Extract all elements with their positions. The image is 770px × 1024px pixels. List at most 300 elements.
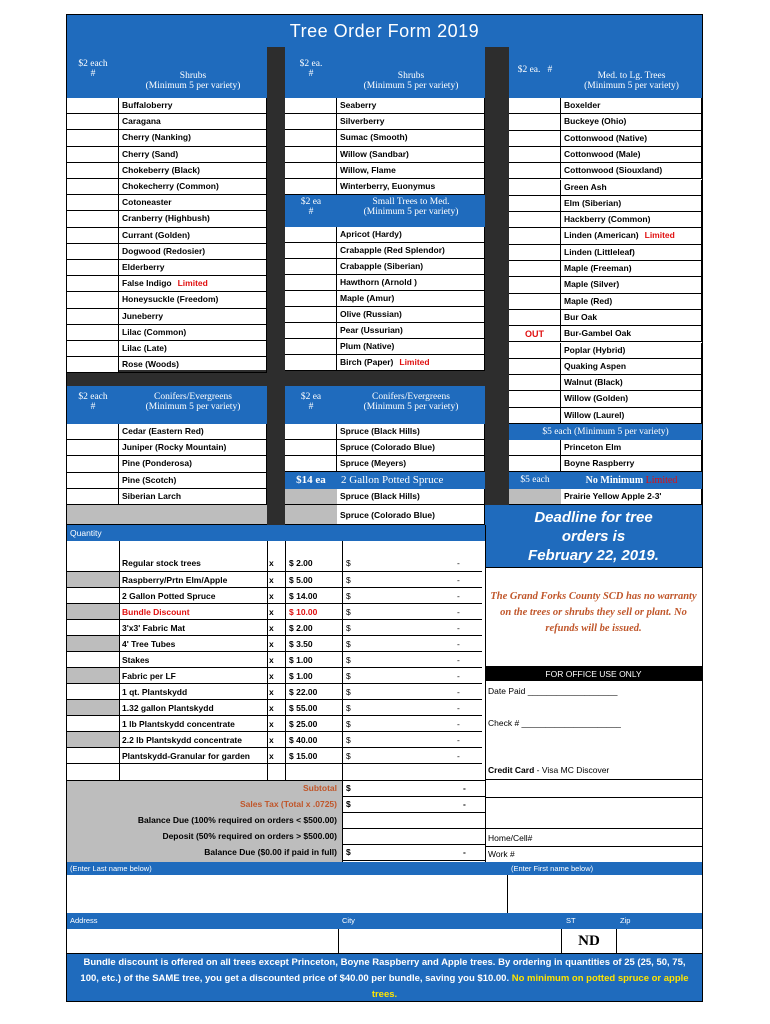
first-name-label-bar [508, 862, 702, 875]
conifers1-qty-input[interactable] [67, 440, 119, 456]
quantity-unit-price: $ 10.00 [289, 607, 318, 617]
small-trees-qty-input[interactable] [285, 259, 337, 275]
large-trees-qty-input[interactable] [509, 391, 561, 407]
quantity-multiplier: x [269, 655, 274, 665]
small-trees-qty-input[interactable] [285, 291, 337, 307]
quantity-multiplier: x [269, 735, 274, 745]
quantity-multiplier: x [269, 671, 274, 681]
shrubs-item-label: Lilac (Late) [122, 343, 167, 353]
separator-conifers-body [267, 424, 285, 505]
quantity-dollar: $ [346, 751, 351, 761]
date-paid-field[interactable]: Date Paid ___________________ [488, 686, 618, 696]
small-trees-item [337, 243, 485, 259]
city-input[interactable] [339, 929, 562, 954]
office-divider-top [485, 567, 702, 568]
shrubs-item-label: Caragana [122, 116, 161, 127]
large-trees-item [561, 114, 702, 130]
large-trees-qty-input[interactable] [509, 228, 561, 244]
shrubs-item-label: Elderberry [122, 262, 165, 272]
shrubs-item-label: Lilac (Common) [122, 326, 187, 337]
shrubs-price: $2 each [78, 59, 108, 69]
quantity-input[interactable] [67, 588, 120, 603]
shrubs-qty-input[interactable] [67, 163, 119, 179]
conifers1-item-label: Pine (Ponderosa) [122, 458, 192, 469]
shrubs-qty-input[interactable] [67, 211, 119, 227]
conifers1-item [119, 424, 267, 440]
home-cell-field[interactable]: Home/Cell# [488, 833, 533, 843]
shrubs-qty-input[interactable] [67, 130, 119, 146]
quantity-grid-line [119, 541, 120, 780]
totals-border [342, 780, 343, 862]
quantity-input[interactable] [67, 572, 120, 587]
small-trees-qty-input[interactable] [285, 243, 337, 259]
address-label: Address [70, 916, 98, 925]
quantity-unit-price: $ 5.00 [289, 575, 313, 585]
small-trees-qty-input[interactable] [285, 227, 337, 243]
shrubs-qty-input[interactable] [67, 98, 119, 114]
large-trees-item [561, 98, 702, 114]
conifers2-qty-input[interactable] [285, 456, 337, 472]
quantity-item-name: 4' Tree Tubes [122, 639, 176, 649]
shrubs2-qty-input[interactable] [285, 114, 337, 130]
quantity-unit-price: $ 14.00 [289, 591, 318, 601]
large-trees-qty-input[interactable] [509, 375, 561, 391]
large-trees-item-label: Green Ash [564, 181, 607, 192]
quantity-item-name: 2.2 lb Plantskydd concentrate [122, 735, 242, 745]
deposit-label: Deposit (50% required on orders > $500.00) [162, 831, 337, 841]
shrubs-qty-input[interactable] [67, 195, 119, 211]
shrubs-item [119, 163, 267, 179]
five-each-item [561, 456, 702, 472]
large-trees-item [561, 375, 702, 391]
quantity-dollar: $ [346, 639, 351, 649]
small-trees-qty-input[interactable] [285, 307, 337, 323]
conifers2-item-label: Spruce (Colorado Blue) [340, 442, 435, 452]
address-input[interactable] [67, 929, 339, 954]
shrubs-qty-input[interactable] [67, 244, 119, 260]
small-trees-item [337, 275, 485, 291]
quantity-input[interactable] [67, 732, 120, 747]
last-name-input[interactable] [67, 875, 508, 913]
large-trees-item-label: Linden (American) [564, 230, 639, 241]
small-trees-price-header [285, 194, 337, 227]
shrubs2-item [337, 130, 485, 146]
totals-value: - [463, 783, 466, 793]
large-trees-qty-input[interactable] [509, 359, 561, 375]
zip-label: Zip [620, 916, 631, 925]
shrubs-title-header [119, 47, 267, 98]
large-trees-item [561, 261, 702, 277]
conifers2-title: Conifers/Evergreens [372, 392, 450, 402]
conifers1-item-label: Pine (Scotch) [122, 474, 177, 485]
five-each-qty-input[interactable] [509, 440, 561, 456]
shrubs2-subtitle: (Minimum 5 per variety) [363, 81, 459, 91]
credit-card-label: Credit Card [488, 765, 535, 775]
large-trees-item [561, 326, 702, 342]
shrubs-item-label: Cranberry (Highbush) [122, 213, 210, 224]
deadline-line-2: orders is [561, 528, 626, 545]
quantity-row [67, 684, 482, 700]
small-trees-item [337, 227, 485, 243]
quantity-dollar: $ [346, 703, 351, 713]
quantity-row [67, 549, 482, 572]
five-each-header: $5 each (Minimum 5 per variety) [509, 424, 702, 440]
quantity-item-name: Plantskydd-Granular for garden [122, 751, 250, 761]
large-trees-qty-input[interactable] [509, 196, 561, 212]
five-each-item [561, 440, 702, 456]
first-name-label: (Enter First name below) [511, 864, 594, 873]
conifers1-item [119, 473, 267, 489]
shrubs2-item-label: Sumac (Smooth) [340, 132, 408, 143]
footer-note [67, 954, 702, 1002]
quantity-line-total: - [457, 639, 460, 649]
large-trees-limited-tag: Limited [644, 230, 675, 241]
quantity-dollar: $ [346, 671, 351, 681]
small-trees-qty-input[interactable] [285, 355, 337, 371]
quantity-item-name: 1 lb Plantskydd concentrate [122, 719, 235, 729]
quantity-row [67, 652, 482, 668]
shrubs-qty-input[interactable] [67, 292, 119, 308]
shrubs-item [119, 130, 267, 146]
small-trees-title-header [337, 194, 485, 227]
quantity-line-total: - [457, 607, 460, 617]
quantity-row [67, 668, 482, 684]
conifers1-qty-input[interactable] [67, 473, 119, 489]
shrubs-item [119, 179, 267, 195]
large-trees-item [561, 391, 702, 407]
conifers1-item [119, 440, 267, 456]
quantity-input[interactable] [67, 604, 120, 619]
potted-spruce-price: $14 ea [285, 472, 337, 489]
quantity-item-name: Fabric per LF [122, 671, 176, 681]
large-trees-item [561, 294, 702, 310]
large-trees-item-label: Cottonwood (Male) [564, 148, 641, 159]
conifers2-potted-input-1[interactable] [285, 489, 337, 505]
large-trees-item-label: Boxelder [564, 100, 601, 110]
office-divider-phone [485, 797, 702, 798]
shrubs-item-label: Dogwood (Redosier) [122, 245, 206, 256]
quantity-multiplier: x [269, 719, 274, 729]
quantity-unit-price: $ 1.00 [289, 655, 313, 665]
shrubs2-qty-input[interactable] [285, 163, 337, 179]
potted-spruce-label: 2 Gallon Potted Spruce [337, 472, 485, 489]
shrubs-qty-input[interactable] [67, 325, 119, 341]
conifers1-item [119, 489, 267, 505]
large-trees-qty-input[interactable] [509, 212, 561, 228]
quantity-row [67, 716, 482, 732]
large-trees-qty-input[interactable] [509, 245, 561, 261]
quantity-input[interactable] [67, 716, 120, 731]
quantity-input[interactable] [67, 652, 120, 667]
quantity-item-name: Stakes [122, 655, 150, 665]
shrubs-item [119, 292, 267, 308]
conifers1-qty-input[interactable] [67, 424, 119, 440]
quantity-row [67, 572, 482, 588]
conifers2-qty-input[interactable] [285, 440, 337, 456]
conifers2-item [337, 456, 485, 472]
conifers1-qty-input[interactable] [67, 489, 119, 505]
footer-highlight: No minimum on potted spruce or apple trees. [371, 973, 689, 1000]
office-divider-credit [485, 779, 702, 780]
small-trees-title: Small Trees to Med. [372, 197, 450, 207]
conifers1-price-header [67, 386, 119, 424]
quantity-line-total: - [457, 719, 460, 729]
five-each-price-2: $5 each [509, 472, 561, 489]
sales-tax-label: Sales Tax (Total x .0725) [239, 799, 337, 809]
shrubs-item-label: Juneberry [122, 310, 164, 321]
quantity-line-total: - [457, 655, 460, 665]
quantity-line-total: - [457, 687, 460, 697]
shrubs2-qty-input[interactable] [285, 179, 337, 195]
large-trees-item [561, 212, 702, 228]
shrubs2-item [337, 163, 485, 179]
large-trees-item [561, 131, 702, 147]
large-trees-item-label: Hackberry (Common) [564, 214, 651, 225]
conifers1-item [119, 456, 267, 472]
small-trees-item [337, 355, 485, 371]
city-label: City [342, 916, 355, 925]
large-trees-qty-input[interactable] [509, 294, 561, 310]
footer-text: Bundle discount is offered on all trees except Princeton, Boyne Raspberry and Apple trees. By ordering in quantities of 25 (25, 50, 75, 100, etc.) of the SAME tree, you get a discounted price of $40.00 per bundle, saving you $10.00. [80, 957, 686, 984]
potted-spruce-colorado-blue: Spruce (Colorado Blue) [337, 505, 485, 525]
large-trees-item [561, 163, 702, 179]
separator-conifers [267, 386, 285, 424]
quantity-unit-price: $ 40.00 [289, 735, 318, 745]
balance-due-paid-label: Balance Due ($0.00 if paid in full) [204, 847, 337, 857]
conifers2-qty-input[interactable] [285, 424, 337, 440]
state-input[interactable]: ND [562, 929, 617, 954]
separator-potted-left [267, 505, 285, 525]
shrubs-hash: # [90, 69, 96, 79]
balance-due-full-label: Balance Due (100% required on orders < $500.00) [137, 815, 337, 825]
large-trees-qty-input[interactable] [509, 98, 561, 114]
large-trees-qty-input[interactable] [509, 310, 561, 326]
shrubs-qty-input[interactable] [67, 260, 119, 276]
quantity-line-total: - [457, 735, 460, 745]
conifers2-potted-input-2[interactable] [285, 505, 337, 525]
shrubs-item-label: Rose (Woods) [122, 359, 179, 370]
conifers1-title-header [119, 386, 267, 424]
separator-conifers-2 [485, 386, 509, 424]
conifers1-qty-input[interactable] [67, 456, 119, 472]
quantity-multiplier: x [269, 607, 274, 617]
quantity-row [67, 636, 482, 652]
large-trees-qty-input[interactable] [509, 114, 561, 130]
shrubs2-qty-input[interactable] [285, 147, 337, 163]
small-trees-item-label: Crabapple (Siberian) [340, 261, 424, 271]
separator-col-2 [485, 47, 509, 98]
large-trees-item [561, 408, 702, 424]
conifers1-item-label: Cedar (Eastern Red) [122, 426, 204, 436]
shrubs-limited-tag: Limited [177, 278, 208, 289]
quantity-line-total: - [457, 751, 460, 761]
quantity-unit-price: $ 22.00 [289, 687, 318, 697]
quantity-item-name: 1.32 gallon Plantskydd [122, 703, 214, 713]
quantity-line-total: - [457, 671, 460, 681]
quantity-multiplier: x [269, 687, 274, 697]
potted-spruce-black-hills: Spruce (Black Hills) [337, 489, 485, 505]
quantity-multiplier: x [269, 703, 274, 713]
quantity-input[interactable] [67, 549, 120, 571]
large-trees-qty-input[interactable] [509, 261, 561, 277]
quantity-input[interactable] [67, 668, 120, 683]
conifers1-item-label: Siberian Larch [122, 490, 182, 501]
shrubs2-item-label: Seaberry [340, 100, 377, 110]
shrubs-qty-input[interactable] [67, 147, 119, 163]
quantity-item-name: 2 Gallon Potted Spruce [122, 591, 216, 601]
work-field[interactable]: Work # [488, 849, 515, 859]
shrubs2-item-label: Winterberry, Euonymus [340, 181, 436, 191]
totals-divider [342, 844, 485, 845]
shrubs-qty-input[interactable] [67, 357, 119, 373]
quantity-row [67, 620, 482, 636]
small-trees-item-label: Crabapple (Red Splendor) [340, 245, 445, 255]
shrubs-qty-input[interactable] [67, 276, 119, 292]
quantity-input[interactable] [67, 700, 120, 715]
shrubs2-qty-input[interactable] [285, 130, 337, 146]
shrubs2-item-label: Willow (Sandbar) [340, 148, 409, 159]
large-trees-out-tag[interactable]: OUT [509, 326, 561, 342]
disclaimer: The Grand Forks County SCD has no warranty on the trees or shrubs they sell or plant. No refunds will be issued. [490, 591, 697, 634]
shrubs2-price: $2 ea. [299, 59, 323, 69]
large-trees-item [561, 343, 702, 359]
quantity-input[interactable] [67, 636, 120, 651]
check-number-field[interactable]: Check # _____________________ [488, 718, 621, 728]
shrubs-item-label: Honeysuckle (Freedom) [122, 294, 219, 305]
quantity-unit-price: $ 2.00 [289, 558, 313, 568]
first-name-input[interactable] [508, 875, 702, 913]
quantity-label: Quantity [70, 528, 102, 538]
large-trees-qty-input[interactable] [509, 343, 561, 359]
conifers1-title: Conifers/Evergreens [154, 392, 232, 402]
quantity-row [67, 732, 482, 748]
totals-divider [342, 828, 485, 829]
quantity-unit-price: $ 25.00 [289, 719, 318, 729]
left-blank-area [67, 505, 267, 525]
shrubs-item-label: Cherry (Sand) [122, 148, 179, 159]
large-trees-qty-input[interactable] [509, 408, 561, 424]
credit-card-field[interactable] [488, 765, 609, 775]
totals-dollar: $ [346, 799, 351, 809]
deadline-box [485, 505, 702, 567]
shrubs-item [119, 195, 267, 211]
quantity-multiplier: x [269, 575, 274, 585]
separator-conifers-body-2 [485, 424, 509, 472]
shrubs-qty-input[interactable] [67, 228, 119, 244]
five-each-item-label: Princeton Elm [564, 442, 622, 452]
shrubs-qty-input[interactable] [67, 341, 119, 357]
totals-divider [342, 796, 485, 797]
conifers2-item [337, 424, 485, 440]
totals-value: - [463, 799, 466, 809]
shrubs2-title: Shrubs [397, 71, 425, 81]
office-divider-home [485, 846, 702, 847]
large-trees-qty-input[interactable] [509, 131, 561, 147]
shrubs-item-label: False Indigo [122, 278, 172, 289]
quantity-header [67, 525, 485, 541]
shrubs-item [119, 98, 267, 114]
large-trees-qty-input[interactable] [509, 180, 561, 196]
quantity-line-total: - [457, 558, 460, 568]
shrubs2-qty-input[interactable] [285, 98, 337, 114]
quantity-grid-line [285, 541, 286, 780]
large-trees-item [561, 277, 702, 293]
conifers2-price-header [285, 386, 337, 424]
shrubs-item-label: Cotoneaster [122, 197, 172, 208]
quantity-dollar: $ [346, 655, 351, 665]
shrubs2-hash: # [308, 69, 314, 79]
shrubs-item [119, 211, 267, 227]
shrubs-item-label: Currant (Golden) [122, 229, 190, 240]
conifers1-price: $2 each [78, 392, 108, 402]
large-trees-item-label: Linden (Littleleaf) [564, 246, 635, 257]
quantity-grid-line [267, 541, 268, 780]
no-minimum-limited: Limited [645, 475, 678, 486]
large-trees-item-label: Bur-Gambel Oak [564, 328, 632, 339]
large-trees-item-label: Willow (Laurel) [564, 409, 625, 420]
shrubs2-item [337, 179, 485, 195]
quantity-multiplier: x [269, 591, 274, 601]
small-trees-item-label: Plum (Native) [340, 341, 395, 351]
quantity-unit-price: $ 15.00 [289, 751, 318, 761]
quantity-unit-price: $ 3.50 [289, 639, 313, 649]
shrubs-item-label: Buffaloberry [122, 100, 173, 110]
small-trees-item-label: Hawthorn (Arnold ) [340, 277, 417, 287]
conifers2-price: $2 ea [300, 392, 322, 402]
small-trees-qty-input[interactable] [285, 339, 337, 355]
quantity-input[interactable] [67, 748, 120, 763]
quantity-unit-price: $ 55.00 [289, 703, 318, 713]
form-title: Tree Order Form 2019 [67, 15, 702, 47]
small-trees-item-label: Apricot (Hardy) [340, 229, 402, 239]
quantity-input[interactable] [67, 620, 120, 635]
small-trees-qty-input[interactable] [285, 275, 337, 291]
last-name-label: (Enter Last name below) [70, 864, 152, 873]
shrubs-qty-input[interactable] [67, 179, 119, 195]
large-trees-item [561, 228, 702, 244]
five-each-qty-input[interactable] [509, 456, 561, 472]
shrubs-qty-input[interactable] [67, 114, 119, 130]
quantity-unit-price: $ 2.00 [289, 623, 313, 633]
large-trees-item-label: Cottonwood (Siouxland) [564, 165, 663, 176]
shrubs-item [119, 147, 267, 163]
totals-border-right [485, 525, 486, 862]
shrubs2-item [337, 98, 485, 114]
shrubs-item [119, 114, 267, 130]
last-name-label-bar [67, 862, 508, 875]
shrubs-item-label: Cherry (Nanking) [122, 132, 191, 143]
large-trees-item-label: Bur Oak [564, 311, 598, 322]
quantity-multiplier: x [269, 751, 274, 761]
shrubs-qty-input[interactable] [67, 309, 119, 325]
totals-divider [342, 812, 485, 813]
small-trees-item [337, 291, 485, 307]
quantity-multiplier: x [269, 623, 274, 633]
apple-input[interactable] [509, 489, 561, 505]
conifers2-item-label: Spruce (Black Hills) [340, 426, 420, 436]
small-trees-qty-input[interactable] [285, 323, 337, 339]
quantity-dollar: $ [346, 558, 351, 568]
shrubs-price-header [67, 47, 119, 98]
large-trees-qty-input[interactable] [509, 147, 561, 163]
quantity-dollar: $ [346, 687, 351, 697]
quantity-dollar: $ [346, 735, 351, 745]
quantity-line-total: - [457, 703, 460, 713]
large-trees-qty-input[interactable] [509, 277, 561, 293]
quantity-input[interactable] [67, 684, 120, 699]
large-trees-qty-input[interactable] [509, 163, 561, 179]
zip-input[interactable] [617, 929, 702, 954]
